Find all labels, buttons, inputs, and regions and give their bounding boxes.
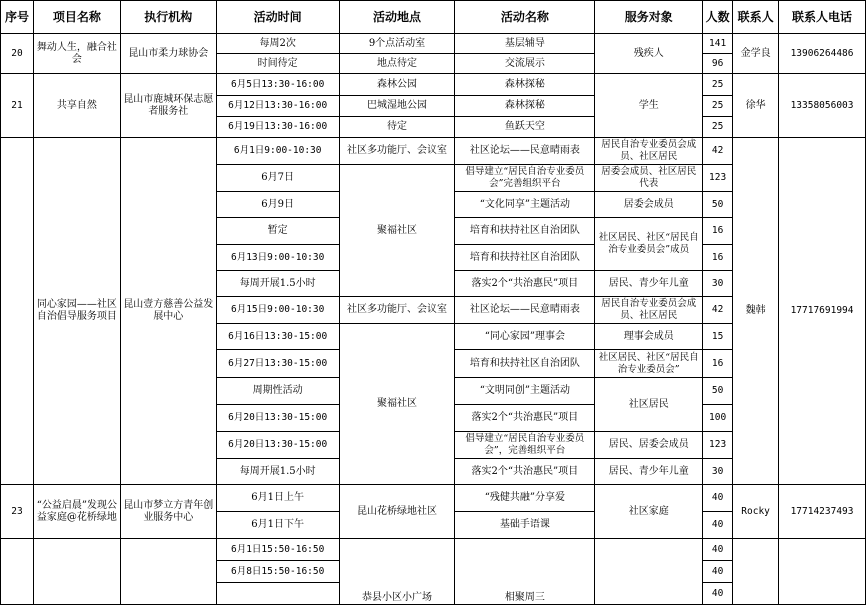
count-cell: 30 bbox=[703, 271, 733, 297]
org-name bbox=[120, 539, 216, 605]
activity-cell: 社区论坛——民意晴雨表 bbox=[455, 138, 595, 165]
header-row bbox=[1, 1, 866, 34]
header-project: 项目名称 bbox=[33, 1, 120, 34]
count-cell: 42 bbox=[703, 138, 733, 165]
time-cell: 每周2次 bbox=[216, 34, 339, 54]
target-cell: 社区居民、社区“居民自治专业委员会”成员 bbox=[595, 218, 703, 271]
activity-cell: 森林探秘 bbox=[455, 96, 595, 117]
activity-cell: 倡导建立“居民自治专业委员会”完善组织平台 bbox=[455, 165, 595, 192]
table-row bbox=[1, 485, 866, 512]
time-cell: 6月7日 bbox=[216, 165, 339, 192]
contact-phone: 17717691994 bbox=[779, 138, 866, 485]
target-cell: 居民、居委会成员 bbox=[595, 432, 703, 459]
time-cell: 6月12日13:30-16:00 bbox=[216, 96, 339, 117]
count-cell: 96 bbox=[703, 54, 733, 74]
time-cell: 6月16日13:30-15:00 bbox=[216, 324, 339, 350]
header-count: 人数 bbox=[703, 1, 733, 34]
place-cell: 社区多功能厅、会议室 bbox=[339, 297, 455, 324]
target-cell: 社区居民 bbox=[595, 378, 703, 432]
time-cell: 6月15日9:00-10:30 bbox=[216, 297, 339, 324]
activity-cell: 基础手语课 bbox=[455, 512, 595, 539]
contact-name: 徐华 bbox=[733, 74, 779, 138]
count-cell: 16 bbox=[703, 218, 733, 245]
count-cell: 30 bbox=[703, 459, 733, 485]
activity-cell: 培育和扶持社区自治团队 bbox=[455, 350, 595, 378]
table-row bbox=[1, 539, 866, 561]
time-cell: 6月20日13:30-15:00 bbox=[216, 405, 339, 432]
count-cell: 100 bbox=[703, 405, 733, 432]
project-name: “公益启晨”发现公益家庭@花桥绿地 bbox=[33, 485, 120, 539]
header-time: 活动时间 bbox=[216, 1, 339, 34]
activity-cell: 培育和扶持社区自治团队 bbox=[455, 245, 595, 271]
count-cell: 25 bbox=[703, 96, 733, 117]
activity-cell: “文化同享”主题活动 bbox=[455, 192, 595, 218]
place-cell: 恭县小区小广场 bbox=[339, 539, 455, 605]
activity-cell: 落实2个“共治惠民”项目 bbox=[455, 459, 595, 485]
time-cell: 6月1日下午 bbox=[216, 512, 339, 539]
time-cell: 6月1日9:00-10:30 bbox=[216, 138, 339, 165]
time-cell: 周期性活动 bbox=[216, 378, 339, 405]
place-cell: 社区多功能厅、会议室 bbox=[339, 138, 455, 165]
target-cell: 居民、青少年儿童 bbox=[595, 271, 703, 297]
target-cell: 学生 bbox=[595, 74, 703, 138]
activity-cell: 基层辅导 bbox=[455, 34, 595, 54]
place-cell: 巴城湿地公园 bbox=[339, 96, 455, 117]
time-cell: 6月27日13:30-15:00 bbox=[216, 350, 339, 378]
count-cell: 40 bbox=[703, 512, 733, 539]
project-name: 同心家园——社区自治倡导服务项目 bbox=[33, 138, 120, 485]
time-cell: 每周开展1.5小时 bbox=[216, 271, 339, 297]
table-row bbox=[1, 74, 866, 96]
row-number: 21 bbox=[1, 74, 34, 138]
count-cell: 141 bbox=[703, 34, 733, 54]
time-cell: 时间待定 bbox=[216, 54, 339, 74]
activity-cell: “同心家园”理事会 bbox=[455, 324, 595, 350]
row-number: 20 bbox=[1, 34, 34, 74]
activity-cell: 交流展示 bbox=[455, 54, 595, 74]
time-cell: 6月9日 bbox=[216, 192, 339, 218]
count-cell: 25 bbox=[703, 117, 733, 138]
project-name: 舞动人生，融合社会 bbox=[33, 34, 120, 74]
contact-phone bbox=[779, 539, 866, 605]
org-name: 昆山壹方慈善公益发展中心 bbox=[120, 138, 216, 485]
count-cell: 40 bbox=[703, 583, 733, 605]
time-cell: 6月19日13:30-16:00 bbox=[216, 117, 339, 138]
activity-cell: 相聚周三 bbox=[455, 539, 595, 605]
place-cell: 地点待定 bbox=[339, 54, 455, 74]
target-cell: 居民自治专业委员会成员、社区居民 bbox=[595, 138, 703, 165]
time-cell: 6月1日15:50-16:50 bbox=[216, 539, 339, 561]
target-cell: 居民、青少年儿童 bbox=[595, 459, 703, 485]
place-cell: 森林公园 bbox=[339, 74, 455, 96]
target-cell: 残疾人 bbox=[595, 34, 703, 74]
target-cell: 居委会成员 bbox=[595, 192, 703, 218]
time-cell: 6月8日15:50-16:50 bbox=[216, 561, 339, 583]
activity-cell: 社区论坛——民意晴雨表 bbox=[455, 297, 595, 324]
time-cell: 6月1日上午 bbox=[216, 485, 339, 512]
time-cell: 6月20日13:30-15:00 bbox=[216, 432, 339, 459]
activity-cell: “残健共融”分享爱 bbox=[455, 485, 595, 512]
contact-name: 金学良 bbox=[733, 34, 779, 74]
header-contact: 联系人 bbox=[733, 1, 779, 34]
count-cell: 25 bbox=[703, 74, 733, 96]
header-no: 序号 bbox=[1, 1, 34, 34]
place-cell: 待定 bbox=[339, 117, 455, 138]
time-cell: 每周开展1.5小时 bbox=[216, 459, 339, 485]
count-cell: 123 bbox=[703, 165, 733, 192]
project-name bbox=[33, 539, 120, 605]
org-name: 昆山市鹿城环保志愿者服务社 bbox=[120, 74, 216, 138]
target-cell: 社区家庭 bbox=[595, 485, 703, 539]
activity-cell: 鱼跃天空 bbox=[455, 117, 595, 138]
table-row bbox=[1, 34, 866, 54]
activity-cell: 落实2个“共治惠民”项目 bbox=[455, 271, 595, 297]
count-cell: 15 bbox=[703, 324, 733, 350]
target-cell: 理事会成员 bbox=[595, 324, 703, 350]
count-cell: 40 bbox=[703, 539, 733, 561]
header-place: 活动地点 bbox=[339, 1, 455, 34]
target-cell: 社区居民、社区“居民自治专业委员会” bbox=[595, 350, 703, 378]
place-cell: 聚福社区 bbox=[339, 324, 455, 485]
header-activity: 活动名称 bbox=[455, 1, 595, 34]
count-cell: 16 bbox=[703, 350, 733, 378]
count-cell: 42 bbox=[703, 297, 733, 324]
target-cell: 居委会成员、社区居民代表 bbox=[595, 165, 703, 192]
activity-cell: 落实2个“共治惠民”项目 bbox=[455, 405, 595, 432]
count-cell: 40 bbox=[703, 561, 733, 583]
activity-cell: “文明同创”主题活动 bbox=[455, 378, 595, 405]
table-row bbox=[1, 138, 866, 165]
org-name: 昆山市梦立方青年创业服务中心 bbox=[120, 485, 216, 539]
contact-name bbox=[733, 539, 779, 605]
activity-cell: 培育和扶持社区自治团队 bbox=[455, 218, 595, 245]
row-number bbox=[1, 539, 34, 605]
time-cell: 暂定 bbox=[216, 218, 339, 245]
count-cell: 123 bbox=[703, 432, 733, 459]
contact-phone: 13906264486 bbox=[779, 34, 866, 74]
target-cell: 居民自治专业委员会成员、社区居民 bbox=[595, 297, 703, 324]
header-phone: 联系人电话 bbox=[779, 1, 866, 34]
row-number: 23 bbox=[1, 485, 34, 539]
place-cell: 聚福社区 bbox=[339, 165, 455, 297]
place-cell: 昆山花桥绿地社区 bbox=[339, 485, 455, 539]
header-target: 服务对象 bbox=[595, 1, 703, 34]
place-cell: 9个点活动室 bbox=[339, 34, 455, 54]
time-cell bbox=[216, 583, 339, 605]
count-cell: 50 bbox=[703, 192, 733, 218]
header-org: 执行机构 bbox=[120, 1, 216, 34]
count-cell: 50 bbox=[703, 378, 733, 405]
time-cell: 6月5日13:30-16:00 bbox=[216, 74, 339, 96]
count-cell: 16 bbox=[703, 245, 733, 271]
contact-phone: 13358056003 bbox=[779, 74, 866, 138]
activity-cell: 倡导建立“居民自治专业委员会”，完善组织平台 bbox=[455, 432, 595, 459]
time-cell: 6月13日9:00-10:30 bbox=[216, 245, 339, 271]
target-cell bbox=[595, 539, 703, 605]
row-number bbox=[1, 138, 34, 485]
count-cell: 40 bbox=[703, 485, 733, 512]
contact-name: Rocky bbox=[733, 485, 779, 539]
activity-cell: 森林探秘 bbox=[455, 74, 595, 96]
contact-name: 魏韩 bbox=[733, 138, 779, 485]
project-name: 共享自然 bbox=[33, 74, 120, 138]
contact-phone: 17714237493 bbox=[779, 485, 866, 539]
org-name: 昆山市柔力球协会 bbox=[120, 34, 216, 74]
